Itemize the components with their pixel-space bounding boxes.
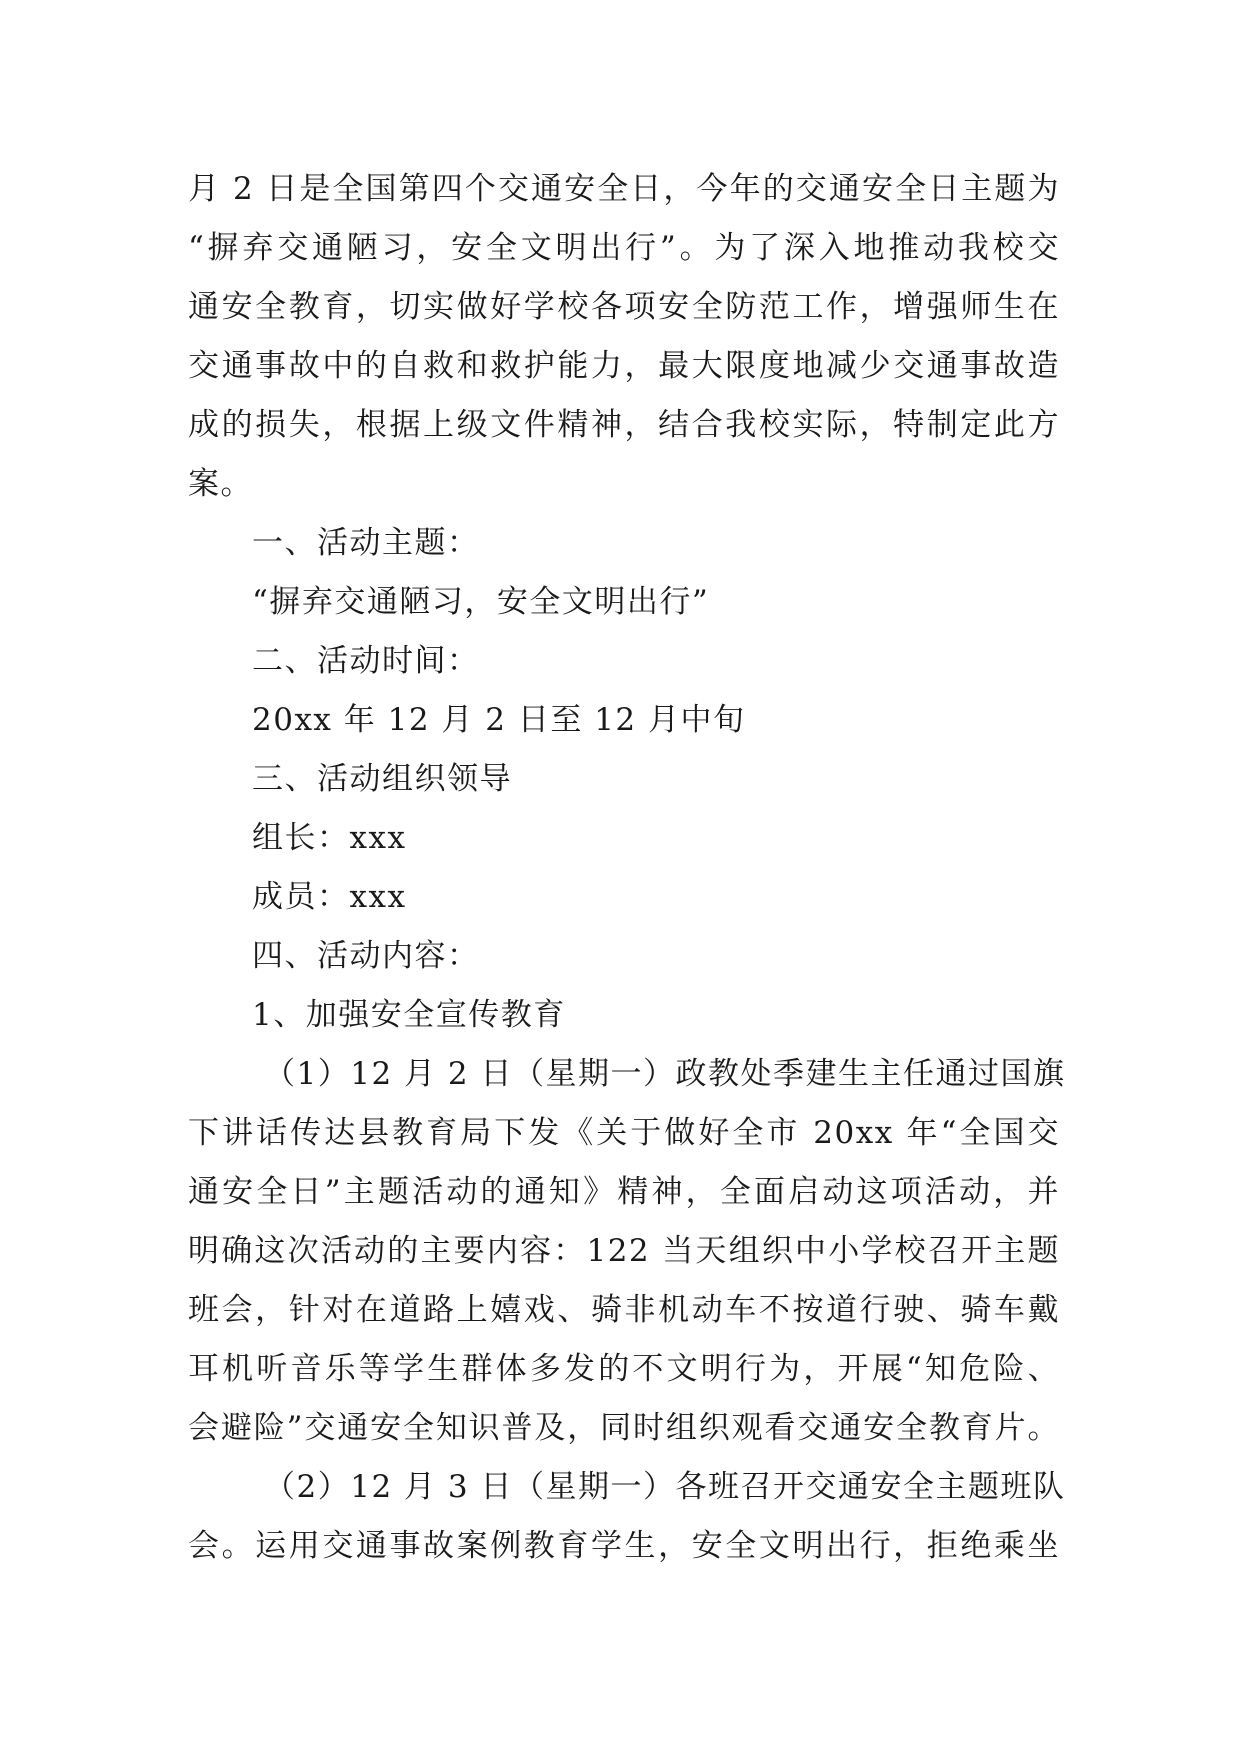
theme-text: “摒弃交通陋习，安全文明出行” — [252, 584, 710, 620]
section-heading-leadership: 三、活动组织领导 — [252, 761, 512, 797]
body-line: “摒弃交通陋习，安全文明出行”。为了深入地推动我校交 — [188, 230, 1060, 266]
body-line: 交通事故中的自救和救护能力，最大限度地减少交通事故造 — [188, 348, 1060, 384]
section-heading-theme: 一、活动主题： — [252, 525, 480, 561]
body-line: 月 2 日是全国第四个交通安全日，今年的交通安全日主题为 — [188, 171, 1060, 207]
body-line: 通安全教育，切实做好学校各项安全防范工作，增强师生在 — [188, 289, 1060, 325]
body-line: （1）12 月 2 日（星期一）政教处季建生主任通过国旗 — [264, 1056, 1066, 1092]
body-line: 案。 — [188, 466, 253, 502]
section-heading-content: 四、活动内容： — [252, 938, 480, 974]
body-line: 成的损失，根据上级文件精神，结合我校实际，特制定此方 — [188, 407, 1060, 443]
document-body — [188, 160, 1066, 1576]
body-line: 耳机听音乐等学生群体多发的不文明行为，开展“知危险、 — [188, 1351, 1060, 1387]
members-line: 成员：xxx — [252, 879, 407, 915]
body-line: 下讲话传达县教育局下发《关于做好全市 20xx 年“全国交 — [188, 1115, 1060, 1151]
body-line: （2）12 月 3 日（星期一）各班召开交通安全主题班队 — [264, 1469, 1066, 1505]
subsection-heading: 1、加强安全宣传教育 — [252, 997, 566, 1033]
body-line: 班会，针对在道路上嬉戏、骑非机动车不按道行驶、骑车戴 — [188, 1292, 1060, 1328]
body-line: 会。运用交通事故案例教育学生，安全文明出行，拒绝乘坐 — [188, 1528, 1060, 1564]
body-line: 明确这次活动的主要内容：122 当天组织中小学校召开主题 — [188, 1233, 1060, 1269]
section-heading-time: 二、活动时间： — [252, 643, 480, 679]
leader-line: 组长：xxx — [252, 820, 407, 856]
time-text: 20xx 年 12 月 2 日至 12 月中旬 — [252, 702, 746, 738]
body-line: 通安全日”主题活动的通知》精神，全面启动这项活动，并 — [188, 1174, 1060, 1210]
body-line: 会避险”交通安全知识普及，同时组织观看交通安全教育片。 — [188, 1410, 1060, 1446]
